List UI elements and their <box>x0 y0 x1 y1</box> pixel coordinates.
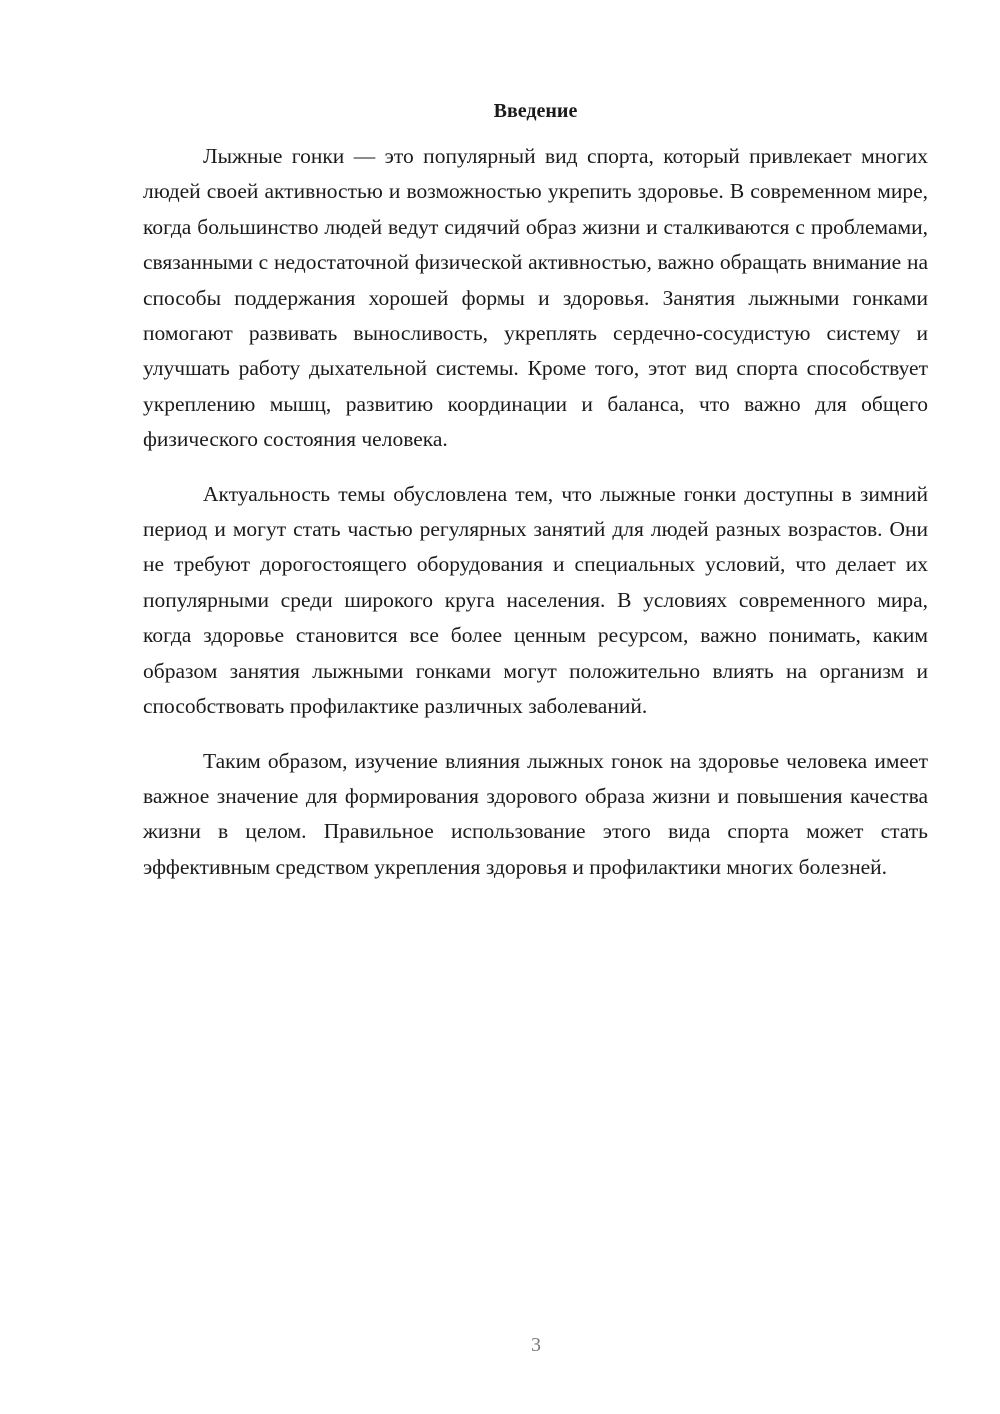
section-title: Введение <box>493 100 578 122</box>
paragraph-3: Таким образом, изучение влияния лыжных гонок на здоровье человека имеет важное значение для формирования здорового образа жизни и повышения качества жизни в целом. Правильное использование этого вида спорта может стать эффективным средством укрепления здоровья и профилактики многих болезней. <box>143 748 928 879</box>
page-content <box>143 96 928 885</box>
paragraph-1: Лыжные гонки — это популярный вид спорта, который привлекает многих людей своей активностью и возможностью укрепить здоровье. В современном мире, когда большинство людей ведут сидячий образ жизни и сталкиваются с проблемами, связанными с недостаточной физической активностью, важно обращать внимание на способы поддержания хорошей формы и здоровья. Занятия лыжными гонками помогают развивать выносливость, укреплять сердечно-сосудистую систему и улучшать работу дыхательной системы. Кроме того, этот вид спорта способствует укреплению мышц, развитию координации и баланса, что важно для общего физического состояния человека. <box>143 144 928 452</box>
page-number: 3 <box>531 1334 541 1356</box>
paragraph-2: Актуальность темы обусловлена тем, что лыжные гонки доступны в зимний период и могут стать частью регулярных занятий для людей разных возрастов. Они не требуют дорогостоящего оборудования и специальных условий, что делает их популярными среди широкого круга населения. В условиях современного мира, когда здоровье становится все более ценным ресурсом, важно понимать, каким образом занятия лыжными гонками могут положительно влиять на организм и способствовать профилактике различных заболеваний. <box>143 481 928 719</box>
